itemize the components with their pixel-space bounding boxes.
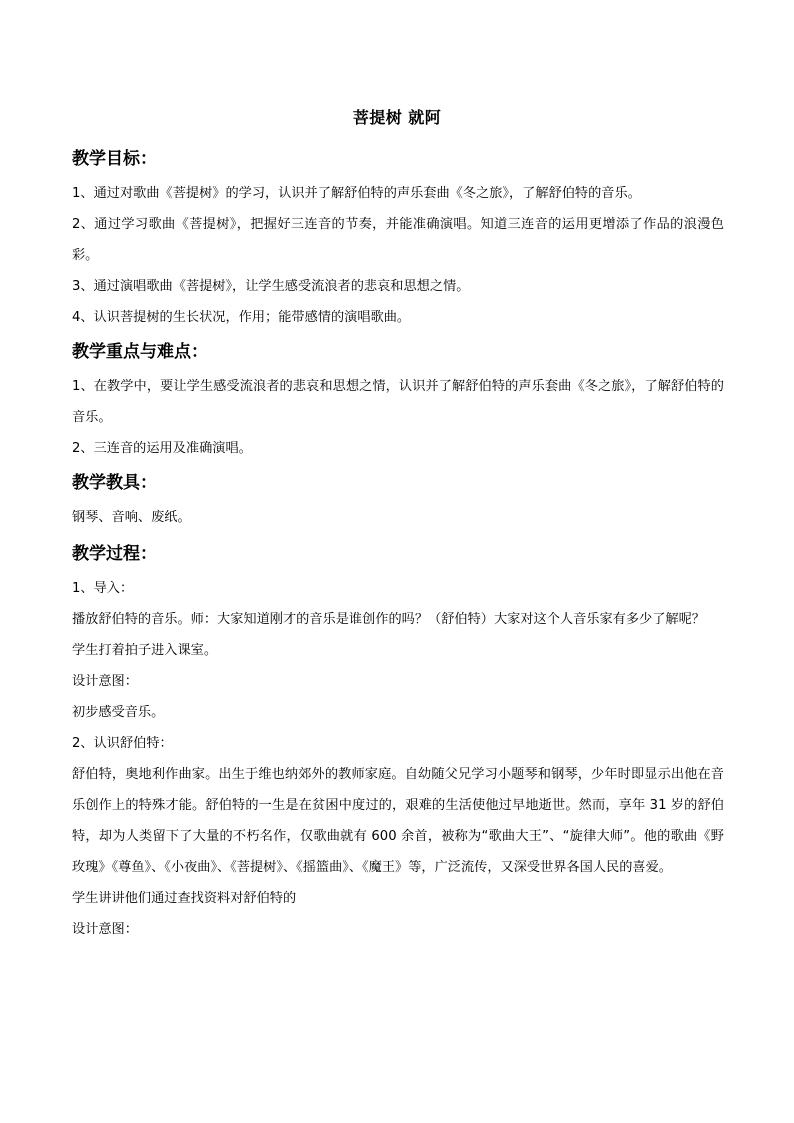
paragraph: 学生讲讲他们通过查找资料对舒伯特的 xyxy=(72,891,297,906)
paragraph: 设计意图： xyxy=(72,674,138,689)
section-heading-key-points: 教学重点与难点： xyxy=(72,342,208,362)
section-heading-teaching-process: 教学过程： xyxy=(72,544,157,564)
section-heading-teaching-aids: 教学教具： xyxy=(72,473,157,493)
paragraph: 2、三连音的运用及准确演唱。 xyxy=(72,441,252,456)
paragraph: 3、通过演唱歌曲《菩提树》，让学生感受流浪者的悲哀和思想之情。 xyxy=(72,279,470,294)
document-body xyxy=(72,146,724,945)
paragraph: 钢琴、音响、废纸。 xyxy=(72,510,191,525)
paragraph: 1、在教学中，要让学生感受流浪者的悲哀和思想之情，认识并了解舒伯特的声乐套曲《冬之旅》，了解舒伯特的音乐。 xyxy=(72,379,724,425)
paragraph: 设计意图： xyxy=(72,922,138,937)
section-heading-objectives: 教学目标： xyxy=(72,149,157,169)
paragraph: 学生打着拍子进入课室。 xyxy=(72,643,218,658)
paragraph: 4、认识菩提树的生长状况，作用；能带感情的演唱歌曲。 xyxy=(72,310,411,325)
paragraph: 2、认识舒伯特： xyxy=(72,736,173,751)
paragraph: 2、通过学习歌曲《菩提树》，把握好三连音的节奏，并能准确演唱。知道三连音的运用更增添了作品的浪漫色彩。 xyxy=(72,217,724,263)
document-title: 菩提树 就阿 xyxy=(352,108,442,127)
paragraph: 1、导入： xyxy=(72,581,134,596)
paragraph: 播放舒伯特的音乐。师：大家知道刚才的音乐是谁创作的吗？（舒伯特）大家对这个人音乐家有多少了解呢？ xyxy=(72,612,705,627)
paragraph: 1、通过对歌曲《菩提树》的学习，认识并了解舒伯特的声乐套曲《冬之旅》，了解舒伯特的音乐。 xyxy=(72,186,641,201)
paragraph: 初步感受音乐。 xyxy=(72,705,165,720)
paragraph: 舒伯特，奥地利作曲家。出生于维也纳郊外的教师家庭。自幼随父兄学习小题琴和钢琴，少年时即显示出他在音乐创作上的特殊才能。舒伯特的一生是在贫困中度过的，艰难的生活使他过早地逝世。然而，享年 31 岁的舒伯特，却为人类留下了大量的不朽名作，仅歌曲就有 600 余首，被称为“歌曲大王”、“旋律大师”。他的歌曲《野玫瑰》《尊鱼》、《小夜曲》、《菩提树》、《摇篮曲》、《魔王》等，广泛流传，又深受世界各国人民的喜爱。 xyxy=(72,767,724,875)
